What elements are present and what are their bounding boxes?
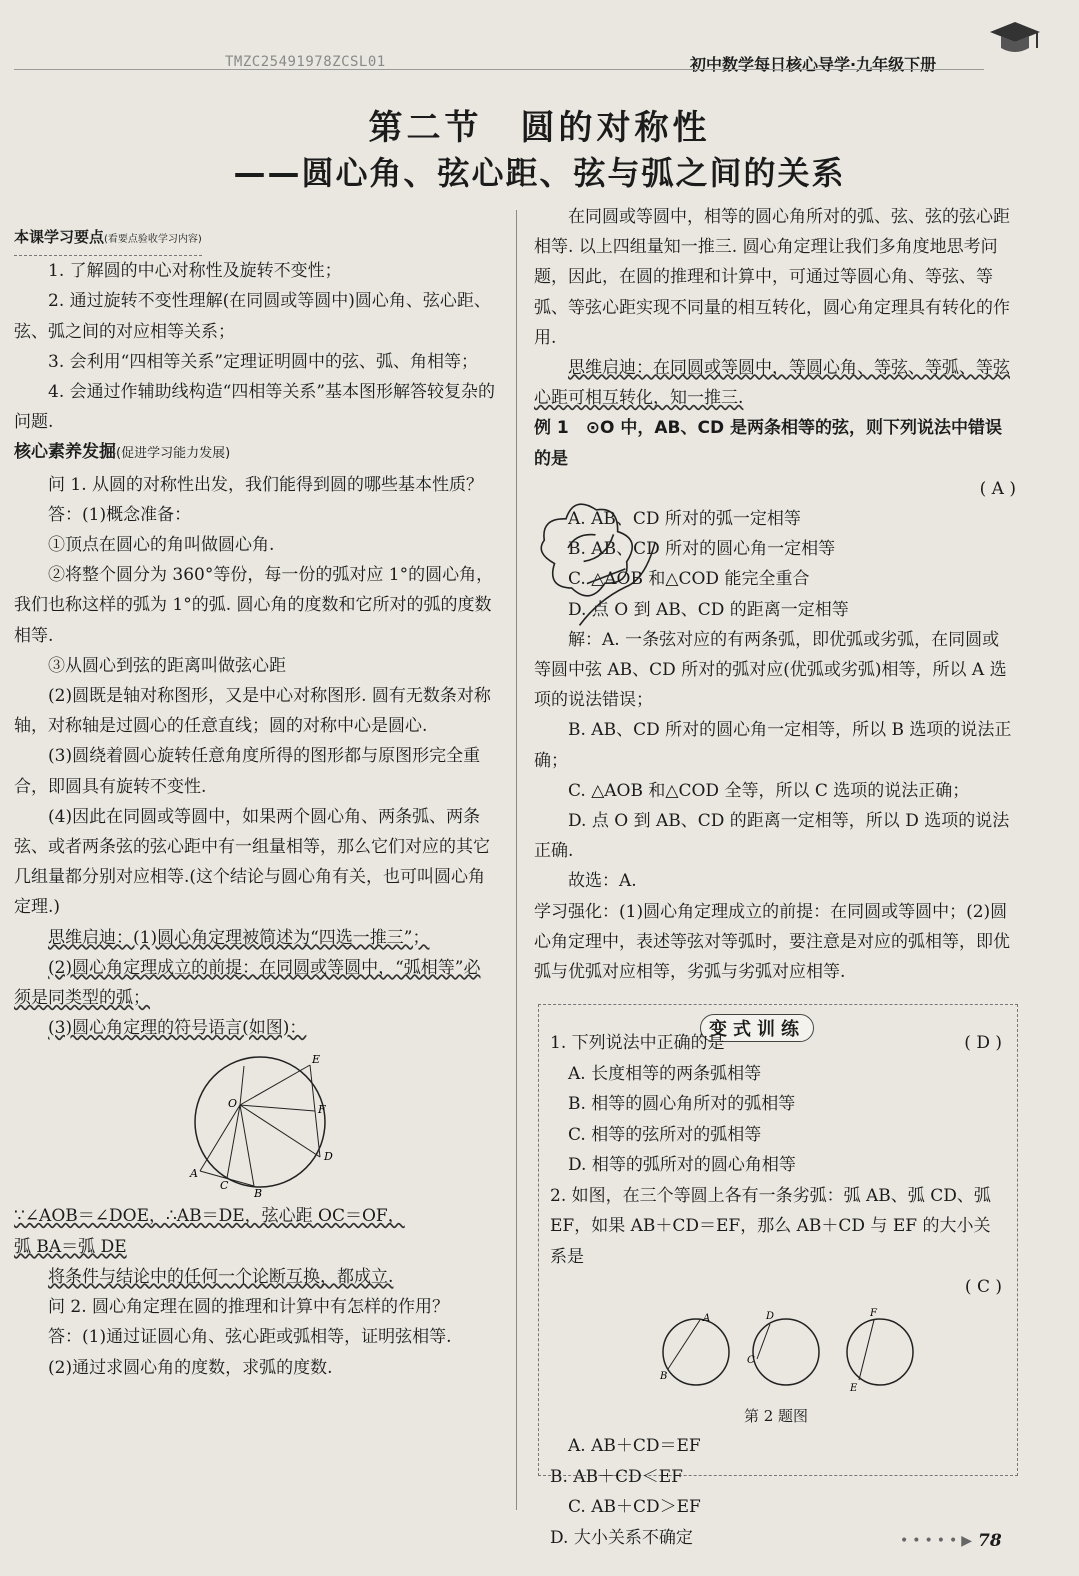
fig-label: O [228,1097,238,1111]
exercise-option: B. AB＋CD＜EF [550,1466,683,1487]
figure-caption: 第 2 题图 [743,1406,809,1425]
fig-label: D [324,1150,333,1164]
fig-label: C [220,1179,229,1193]
fig-label: D [766,1310,775,1322]
solution-line: C. △AOB 和△COD 全等，所以 C 选项的说法正确； [568,780,970,801]
core-literacy-title: 核心素养发掘(促进学习能力发展) [14,442,231,463]
fig-label: F [870,1307,877,1319]
watermark-stamp [520,470,680,630]
section-subtitle: ——圆心角、弦心距、弦与弧之间的关系 [233,154,846,192]
solution-line: D. 点 O 到 AB、CD 的距离一定相等，所以 D 选项的说法正确. [534,811,1010,862]
thinking-tip: 思维启迪：(1)圆心角定理被简述为“四选一推三”； [48,927,430,948]
example-1-question: 例 1 ⊙O 中，AB、CD 是两条相等的弦，则下列说法中错误的是 [534,418,1002,469]
learning-strengthen: 学习强化：(1)圆心角定理成立的前提：在同圆或等圆中；(2)圆心角定理中，表述等弦对等弧时，要注意是对应的弧相等，即优弧与优弧对应相等，劣弧与劣弧对应相等. [534,901,1010,983]
example-option: D. 点 O 到 AB、CD 的距离一定相等 [568,599,849,620]
swap-note: 将条件与结论中的任何一个论断互换，都成立. [48,1266,394,1287]
example-option: C. △AOB 和△COD 能完全重合 [568,569,810,590]
example-1-answer: ( A ) [979,478,1016,499]
goal-item: 4. 会通过作辅助线构造“四相等关系”基本图形解答较复杂的问题. [14,382,496,433]
goal-item: 3. 会利用“四相等关系”定理证明圆中的弦、弧、角相等； [48,351,479,372]
exercise-option: D. 相等的弧所对的圆心角相等 [568,1155,796,1175]
page-dots: •••••▶ [900,1533,977,1549]
three-circles-figure [550,1307,1002,1397]
answer-line: (2)圆既是轴对称图形，又是中心对称图形. 圆有无数条对称轴，对称轴是过圆心的任意直线；圆的对称中心是圆心. [14,686,491,737]
example-option: B. AB、CD 所对的圆心角一定相等 [568,539,836,560]
question-2: 问 2. 圆心角定理在圆的推理和计算中有怎样的作用？ [48,1297,450,1318]
header-rule [14,69,984,70]
exercise-option: A. AB＋CD＝EF [568,1436,701,1456]
fig-label: B [254,1187,263,1198]
answer-line: ②将整个圆分为 360°等份，每一份的弧对应 1°的圆心角，我们也称这样的弧为 1°的弧. 圆心角的度数和它所对的弧的度数相等. [14,565,494,646]
exercise-option: A. 长度相等的两条弧相等 [568,1063,762,1084]
question-1: 问 1. 从圆的对称性出发，我们能得到圆的哪些基本性质？ [48,474,484,495]
exercise-option: C. AB＋CD＞EF [568,1497,701,1517]
header-code: TMZC25491978ZCSL01 [225,54,386,70]
fig-label: F [318,1103,326,1117]
thinking-tip: (2)圆心角定理成立的前提：在同圆或等圆中，“弧相等”必须是同类型的弧； [14,957,481,1009]
answer-line: 答：(1)概念准备： [48,504,192,525]
answer-line: ③从圆心到弦的距离叫做弦心距 [48,655,286,676]
answer-line: ①顶点在圆心的角叫做圆心角. [48,535,275,556]
fig-label: B [660,1370,668,1382]
fig-label: C [747,1354,755,1366]
learning-points-title: 本课学习要点(看要点验收学习内容) [14,222,202,256]
fig-label: A [703,1312,711,1324]
solution-line: 解：A. 一条弦对应的有两条弧，即优弧或劣弧，在同圆或等圆中弦 AB、CD 所对的弧对应(优弧或劣弧)相等，所以 A 选项的说法错误； [534,629,1007,711]
fig-label: E [312,1053,321,1067]
section-title: 第二节 圆的对称性 [368,108,711,148]
exercise-1-question: 1. 下列说法中正确的是 ( D ) [550,1033,1002,1053]
exercise-2-question: 2. 如图，在三个等圆上各有一条劣弧：弧 AB、弧 CD、弧 EF，如果 AB＋CD＝EF，那么 AB＋CD 与 EF 的大小关系是 [550,1185,991,1267]
exercise-option: C. 相等的弦所对的弧相等 [568,1124,762,1145]
theorem-summary: 在同圆或等圆中，相等的圆心角所对的弧、弦、弦的弦心距相等. 以上四组量知一推三. 圆心角定理让我们多角度地思考问题，因此，在圆的推理和计算中，可通过等圆心角、等弦、等弧、等弦心距实现不同量的相互转化，圆心角定理具有转化的作用. [534,207,1010,348]
symbolic-statement: ∵∠AOB＝∠DOE，∴AB＝DE，弦心距 OC＝OF， [14,1206,405,1227]
solution-line: B. AB、CD 所对的圆心角一定相等，所以 B 选项的说法正确； [534,720,1012,771]
exercise-option: D. 大小关系不确定 [550,1527,693,1548]
answer-line: 答：(1)通过证圆心角、弦心距或弧相等，证明弦相等. [48,1327,452,1348]
goal-item: 1. 了解圆的中心对称性及旋转不变性； [48,261,342,282]
graduation-cap-icon [985,14,1045,64]
symbolic-statement: 弧 BA＝弧 DE [14,1236,127,1257]
exercise-option: B. 相等的圆心角所对的弧相等 [568,1094,796,1114]
thinking-tip: 思维启迪：在同圆或等圆中，等圆心角、等弦、等弧、等弦心距可相互转化，知一推三. [534,358,1010,409]
example-option: A. AB、CD 所对的弧一定相等 [568,509,801,530]
fig-label: E [850,1382,858,1394]
exercise-title: 变式训练 [700,1014,814,1042]
solution-line: 故选：A. [568,871,637,892]
thinking-tip: (3)圆心角定理的符号语言(如图)： [48,1018,307,1039]
exercise-2-answer: ( C ) [964,1277,1002,1297]
header-book-title: 初中数学每日核心导学·九年级下册 [690,55,937,74]
answer-line: (4)因此在同圆或等圆中，如果两个圆心角、两条弧、两条弦、或者两条弦的弦心距中有一组量相等，那么它们对应的其它几组量都分别对应相等.(这个结论与圆心角有关，也可叫圆心角定理.) [14,806,490,918]
exercise-content [550,1022,1002,1553]
answer-line: (2)通过求圆心角的度数，求弧的度数. [48,1357,333,1378]
central-angle-figure [14,1047,496,1197]
fig-label: A [190,1167,198,1181]
page-number: 78 [978,1531,1002,1551]
column-divider [516,210,517,1510]
answer-line: (3)圆绕着圆心旋转任意角度所得的图形都与原图形完全重合，即圆具有旋转不变性. [14,746,481,797]
goal-item: 2. 通过旋转不变性理解(在同圆或等圆中)圆心角、弦心距、弦、弧之间的对应相等关系； [14,291,491,342]
left-column [14,222,496,1383]
